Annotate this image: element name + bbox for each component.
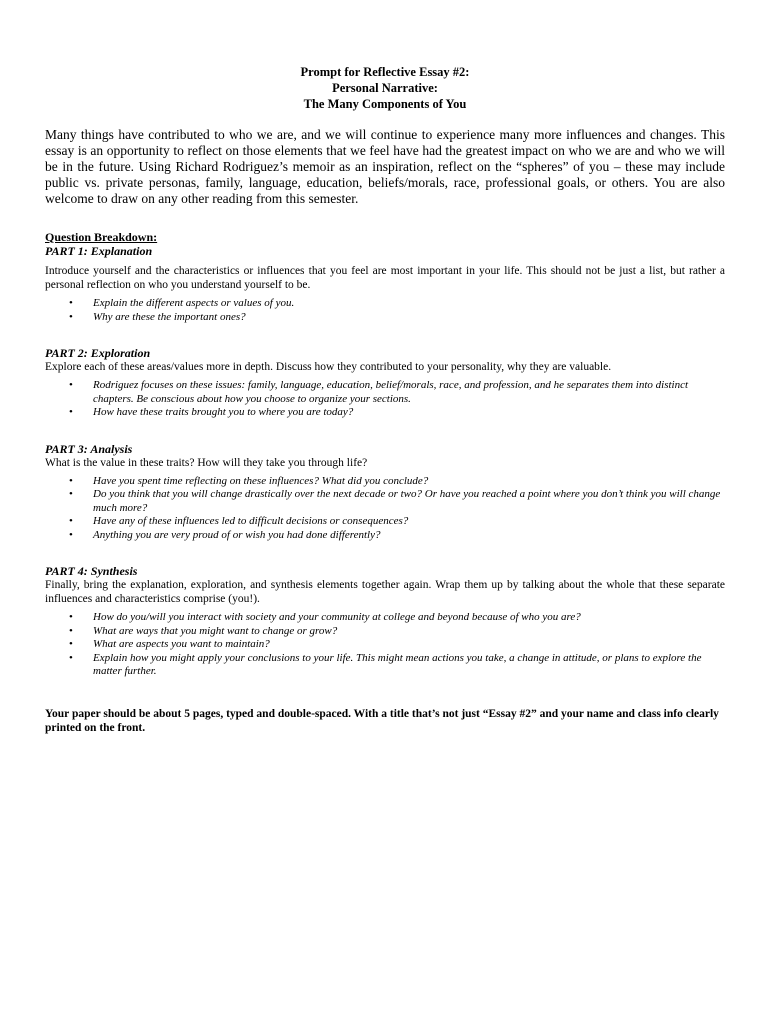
bullet-icon: • xyxy=(69,310,73,323)
list-item xyxy=(45,529,725,543)
bullet-icon: • xyxy=(69,515,73,527)
part-3-text: What is the value in these traits? How will they take you through life? xyxy=(45,456,368,469)
bullet-text: Rodriguez focuses on these issues: family, language, education, belief/morals, race, and profession, and he separates them into distinct chapters. Be conscious about how you choose to organize your sections. xyxy=(93,379,689,405)
bullet-text: Explain the different aspects or values of you. xyxy=(93,297,295,309)
part-3-bullet-list xyxy=(45,475,725,543)
bullet-text: Do you think that you will change drastically over the next decade or two? Or have you reached a point where you don’t think you will change much more? xyxy=(93,488,721,514)
bullet-text: Have any of these influences led to difficult decisions or consequences? xyxy=(93,515,409,527)
bullet-icon: • xyxy=(69,651,73,664)
bullet-text: Explain how you might apply your conclusions to your life. This might mean actions you take, a change in attitude, or plans to explore the matter further. xyxy=(93,651,702,677)
title-line-1: Prompt for Reflective Essay #2: xyxy=(300,65,470,79)
final-requirements-note: Your paper should be about 5 pages, typed and double-spaced. With a title that’s not just “Essay #2” and your name and class info clearly printed on the front. xyxy=(45,707,719,734)
part-1-section xyxy=(45,244,725,324)
bullet-icon: • xyxy=(69,624,73,637)
bullet-text: Have you spent time reflecting on these influences? What did you conclude? xyxy=(93,474,429,487)
part-1-heading: PART 1: Explanation xyxy=(45,244,153,258)
list-item xyxy=(45,379,725,406)
bullet-icon: • xyxy=(69,474,73,487)
bullet-text: Why are these the important ones? xyxy=(93,310,246,323)
bullet-text: Anything you are very proud of or wish you had done differently? xyxy=(93,528,381,541)
bullet-icon: • xyxy=(69,488,73,500)
part-2-heading: PART 2: Exploration xyxy=(45,346,151,360)
bullet-icon: • xyxy=(69,297,73,309)
bullet-icon: • xyxy=(69,638,73,650)
bullet-text: How do you/will you interact with society and your community at college and beyond because of who you are? xyxy=(93,611,581,623)
title-line-3: The Many Components of You xyxy=(303,97,467,111)
list-item xyxy=(45,297,725,311)
bullet-icon: • xyxy=(69,406,73,418)
part-1-text: Introduce yourself and the characteristics or influences that you feel are most important in your life. This should not be just a list, but rather a personal reflection on who you understand yourself to be. xyxy=(45,265,725,291)
part-4-text: Finally, bring the explanation, exploration, and synthesis elements together again. Wrap them up by talking about the whole that these separate influences and characteristics comprise (you!). xyxy=(45,579,725,605)
bullet-text: What are ways that you might want to change or grow? xyxy=(93,624,338,637)
part-4-section xyxy=(45,564,725,679)
bullet-text: What are aspects you want to maintain? xyxy=(93,638,270,650)
part-2-section xyxy=(45,346,725,420)
list-item xyxy=(45,611,725,625)
bullet-icon: • xyxy=(69,379,73,391)
part-2-text: Explore each of these areas/values more in depth. Discuss how they contributed to your personality, why they are valuable. xyxy=(45,361,612,373)
part-4-bullet-list xyxy=(45,611,725,679)
list-item xyxy=(45,488,725,515)
part-3-section xyxy=(45,442,725,543)
intro-paragraph: Many things have contributed to who we are, and we will continue to experience many more influences and changes. This essay is an opportunity to reflect on those elements that we feel have had the greatest impact on who we are and who we will be in the future. Using Richard Rodriguez’s memoir as an inspiration, reflect on the “spheres” of you – these may include public vs. private personas, family, language, education, beliefs/morals, race, professional goals, or others. You are also welcome to draw on any other reading from this semester. xyxy=(45,127,725,206)
list-item xyxy=(45,652,725,679)
bullet-icon: • xyxy=(69,528,73,541)
list-item xyxy=(45,515,725,529)
list-item xyxy=(45,311,725,325)
part-2-bullet-list xyxy=(45,379,725,420)
list-item xyxy=(45,475,725,489)
list-item xyxy=(45,638,725,652)
part-3-heading: PART 3: Analysis xyxy=(45,441,133,456)
bullet-text: How have these traits brought you to where you are today? xyxy=(93,406,354,418)
list-item xyxy=(45,406,725,420)
part-4-heading: PART 4: Synthesis xyxy=(45,564,138,578)
bullet-icon: • xyxy=(69,611,73,623)
part-1-bullet-list xyxy=(45,297,725,324)
question-breakdown-heading: Question Breakdown: xyxy=(45,230,158,244)
list-item xyxy=(45,625,725,639)
title-line-2: Personal Narrative: xyxy=(332,81,438,95)
document-page xyxy=(45,64,725,735)
